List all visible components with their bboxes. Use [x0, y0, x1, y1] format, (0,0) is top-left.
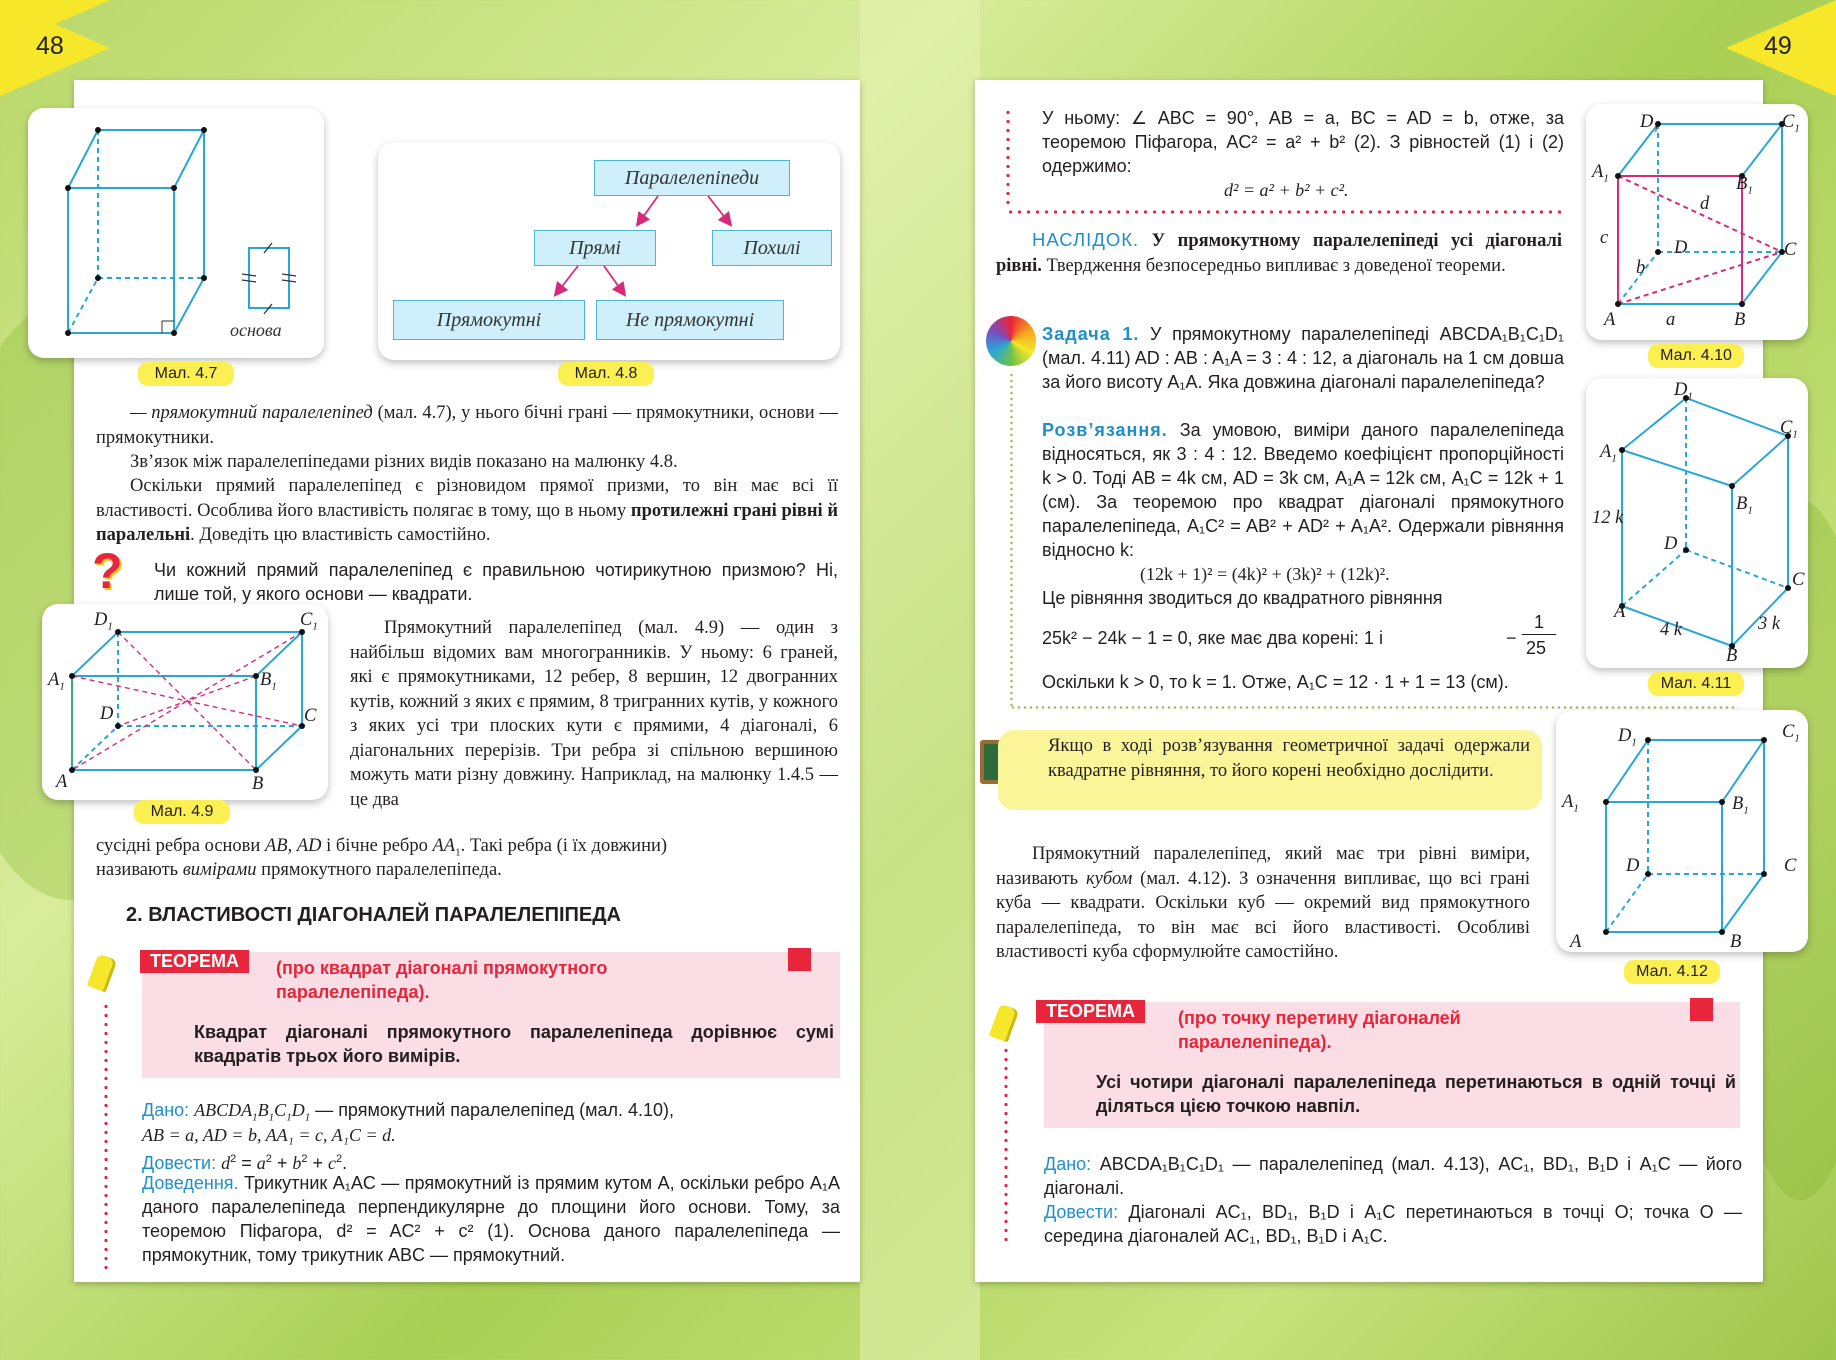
fig49-label-A: A [56, 772, 68, 792]
given-label: Дано: [1044, 1154, 1092, 1174]
corollary-label: НАСЛІДОК. [1032, 229, 1140, 250]
given-conditions: AB = a, AD = b, AA₁ = c, A₁C = d. [142, 1125, 396, 1145]
figure-4-10-drawing [1586, 104, 1808, 344]
quadratic-text: 25k² − 24k − 1 = 0, яке має два корені: 1 і [1042, 628, 1383, 648]
flower-icon [986, 316, 1036, 366]
conclusion: Оскільки k > 0, то k = 1. Отже, A₁C = 12 · 1 + 1 = 13 (см). [1042, 672, 1509, 692]
prove-label: Довести: [142, 1153, 217, 1173]
fig412-label-A: A [1570, 932, 1582, 952]
fraction-sign: − [1506, 628, 1517, 648]
theorem-name: (про квадрат діагоналі прямокутного паралелепіпеда). [276, 958, 608, 1002]
diagram-node-parallelepipeds: Паралелепіпеди [594, 160, 790, 196]
fig49-label-B1: $B_1$ [260, 670, 277, 693]
fig411-label-A: A [1614, 602, 1626, 622]
section-heading: 2. ВЛАСТИВОСТІ ДІАГОНАЛЕЙ ПАРАЛЕЛЕПІПЕДА [126, 904, 621, 926]
theorem-statement: Квадрат діагоналі прямокутного паралелепіпеда дорівнює сумі квадратів трьох його вимірів. [194, 1022, 834, 1066]
dotted-margin [104, 1002, 108, 1270]
fraction-numerator: 1 [1534, 612, 1545, 632]
fig410-label-c: c [1600, 228, 1609, 248]
bold-term: протилежні грані рівні й паралельні [96, 500, 838, 545]
paragraph-dimensions: називають вимірами прямокутного паралелепіпеда. [96, 860, 502, 880]
given-label: Дано: [142, 1100, 190, 1120]
figure-4-8-caption: Мал. 4.8 [558, 362, 654, 386]
given-right: Дано: ABCDA₁B₁C₁D₁ — паралелепіпед (мал. 4.13), AC₁, BD₁, B₁D і A₁C — його діагоналі. [1044, 1154, 1742, 1198]
prove-label: Довести: [1044, 1202, 1119, 1222]
paragraph-relation: Зв’язок між паралелепіпедами різних видів показано на малюнку 4.8. [130, 452, 678, 472]
question-text: Чи кожний прямий паралелепіпед є правильною чотирикутною призмою? Ні, лише той, у якого основи — квадрати. [154, 560, 838, 604]
fig411-label-B: B [1726, 646, 1738, 666]
task-border [1010, 706, 1738, 709]
fig410-label-A1: $A_1$ [1592, 162, 1609, 185]
fig411-label-D: D [1664, 534, 1678, 554]
dotted-margin [1006, 108, 1010, 208]
fig49-label-C1: $C_1$ [300, 610, 318, 633]
fig410-label-A: A [1604, 310, 1616, 330]
theorem-marker [788, 948, 811, 971]
given-left: Дано: $ABCDA_1B_1C_1D_1$ — прямокутний паралелепіпед (мал. 4.10), [142, 1100, 674, 1124]
diagram-node-right: Прямі [534, 230, 656, 266]
fig412-label-B1: $B_1$ [1732, 794, 1749, 817]
fig410-label-D1: $D_1$ [1640, 112, 1659, 135]
figure-4-11-caption: Мал. 4.11 [1648, 672, 1744, 696]
paragraph-edges: сусідні ребра основи AB, AD і бічне ребро $AA_1$. Такі ребра (і їх довжини) [96, 836, 668, 859]
theorem-statement: Усі чотири діагоналі паралелепіпеда перетинаються в одній точці й діляться цією точкою навпіл. [1096, 1072, 1736, 1116]
text: Оскільки прямий паралелепіпед є різновидом прямої призми, то він має всі її властивості. Особлива його властивість полягає в тому, що в ньому [96, 476, 838, 521]
proof-continuation: У ньому: ∠ ABC = 90°, AB = a, BC = AD = b, отже, за теоремою Піфагора, AC² = a² + b² (2). З рівностей (1) і (2) одержимо: [1042, 108, 1564, 176]
theorem-marker [1690, 998, 1713, 1021]
fraction-bar [1522, 634, 1556, 635]
diagram-node-non-rectangular: Не прямокутні [596, 300, 784, 340]
fig412-label-C1: $C_1$ [1782, 722, 1800, 745]
italic-term: — прямокутний паралелепіпед [130, 403, 373, 423]
solution: Розв’язання. За умовою, виміри даного паралелепіпеда відносяться, як 3 : 4 : 12. Введемо коефіцієнт пропорційності k > 0. Тоді AB = 4k см, AD = 3k см, A₁A = 12k см, A₁C = 12k + 1 (см). За теоремою про квадрат діагоналі прямокутного паралелепіпеда, A₁C² = AB² + AD² + A₁A². Одержали рівняння відносно k: [1042, 420, 1564, 560]
figure-4-7-caption: Мал. 4.7 [138, 362, 234, 386]
fig411-label-D1: $D_1$ [1674, 380, 1693, 403]
note-text: Якщо в ході розв’язування геометричної задачі одержали квадратне рівняння, то його корені необхідно дослідити. [1048, 736, 1530, 781]
fig410-label-C1: $C_1$ [1782, 112, 1800, 135]
diagram-node-rectangular: Прямокутні [393, 300, 585, 340]
fig411-label-C1: $C_1$ [1780, 418, 1798, 441]
fig411-label-A1: $A_1$ [1600, 442, 1617, 465]
prove-right: Довести: Діагоналі AC₁, BD₁, B₁D і A₁C перетинаються в точці O; точка O — середина діагоналей AC₁, BD₁, B₁D і A₁C. [1044, 1202, 1742, 1246]
fig410-label-d: d [1700, 194, 1710, 214]
question-mark-icon: ? [92, 543, 123, 599]
diagram-node-oblique: Похилі [712, 230, 832, 266]
figure-4-12-drawing [1556, 710, 1808, 960]
text: (мал. 4.7), у нього бічні грані — прямокутники, основи — прямокутники. [96, 403, 838, 448]
fraction-denominator: 25 [1526, 638, 1547, 658]
fig49-label-B: B [252, 774, 264, 794]
figure-4-7-base-label: основа [230, 320, 282, 340]
fig411-label-B1: $B_1$ [1736, 494, 1753, 517]
dotted-margin [1004, 1046, 1008, 1246]
theorem-tag: ТЕОРЕМА [140, 950, 249, 973]
fig410-label-C: C [1784, 240, 1797, 260]
prove-left: Довести: $d^2 = a^2 + b^2 + c^2$. [142, 1153, 348, 1173]
fig412-label-B: B [1730, 932, 1742, 952]
figure-4-10-caption: Мал. 4.10 [1648, 344, 1744, 368]
fig412-label-D1: $D_1$ [1618, 726, 1637, 749]
task-label: Задача 1. [1042, 324, 1140, 344]
figure-4-9-drawing [42, 604, 332, 804]
fig410-label-B: B [1734, 310, 1746, 330]
fig411-label-C: C [1792, 570, 1805, 590]
dotted-separator [1006, 210, 1562, 214]
proof-label: Доведення. [142, 1173, 239, 1193]
fig411-label-w: 4 k [1660, 620, 1683, 640]
solution-label: Розв’язання. [1042, 420, 1168, 440]
figure-4-9-caption: Мал. 4.9 [134, 800, 230, 824]
fig49-label-C: C [304, 706, 317, 726]
figure-4-12-caption: Мал. 4.12 [1624, 960, 1720, 984]
proof-left: Доведення. Трикутник A₁AC — прямокутний із прямим кутом A, оскільки ребро A₁A даного паралелепіпеда перпендикулярне до площини його основи. Тому, за теоремою Піфагора, d² = AC² + c² (1). Основа даного паралелепіпеда — прямокутник, тому трикутник ABC — прямокутний. [142, 1173, 840, 1265]
fig49-label-A1: $A_1$ [48, 670, 65, 693]
fig411-label-d: 3 k [1758, 614, 1781, 634]
fig410-label-D: D [1674, 238, 1688, 258]
fig410-label-a: a [1666, 310, 1676, 330]
fig412-label-A1: $A_1$ [1562, 792, 1579, 815]
paragraph-rectangular-def [96, 401, 838, 450]
fig412-label-D: D [1626, 856, 1640, 876]
paragraph-properties [96, 474, 838, 548]
fig410-label-B1: $B_1$ [1736, 174, 1753, 197]
reduces-text: Це рівняння зводиться до квадратного рівняння [1042, 588, 1443, 608]
theorem-name: (про точку перетину діагоналей паралелепіпеда). [1178, 1008, 1461, 1052]
page-number-left: 48 [36, 32, 64, 60]
task-border [1010, 372, 1013, 708]
page-number-right: 49 [1764, 32, 1792, 60]
fig410-label-b: b [1636, 258, 1646, 278]
fig412-label-C: C [1784, 856, 1797, 876]
cube-paragraph: Прямокутний паралелепіпед, який має три рівні виміри, називають кубом (мал. 4.12). З означення випливає, що всі грані куба — квадрати. Оскільки куб — окремий вид прямокутного паралелепіпеда, то він має всі його властивості. Особливі властивості куба сформулюйте самостійно. [996, 844, 1531, 962]
text: . Доведіть цю властивість самостійно. [190, 525, 491, 545]
equation: (12k + 1)² = (4k)² + (3k)² + (12k)². [1140, 564, 1390, 584]
fig49-label-D: D [100, 704, 114, 724]
task-1: Задача 1. У прямокутному паралелепіпеді ABCDA₁B₁C₁D₁ (мал. 4.11) AD : AB : A₁A = 3 : 4 : 12, а діагональ на 1 см довша за його висоту A₁A. Яка довжина діагоналі паралелепіпеда? [1042, 324, 1564, 392]
paragraph-rect-parallelepiped: Прямокутний паралелепіпед (мал. 4.9) — один з найбільш відомих вам многогранників. У ньому: 6 граней, які є прямокутниками, 12 ребер, 8 вершин, 12 двогранних кутів, кожний з яких є прямим, 8 тригранних кутів, у кожного з яких усі три плоских кути є прямими, 4 діагоналі, 6 діагональних перерізів. Три ребра зі спільною вершиною можуть мати різну довжину. Наприклад, на малюнку 1.4.5 — це два [350, 618, 838, 810]
theorem-tag: ТЕОРЕМА [1036, 1000, 1145, 1023]
fig411-label-h: 12 k [1592, 508, 1624, 528]
result-formula: d² = a² + b² + c². [1224, 180, 1349, 200]
fig49-label-D1: $D_1$ [94, 610, 113, 633]
corollary: НАСЛІДОК. У прямокутному паралелепіпеді усі діагоналі рівні. Твердження безпосередньо випливає з доведеної теореми. [996, 229, 1563, 276]
